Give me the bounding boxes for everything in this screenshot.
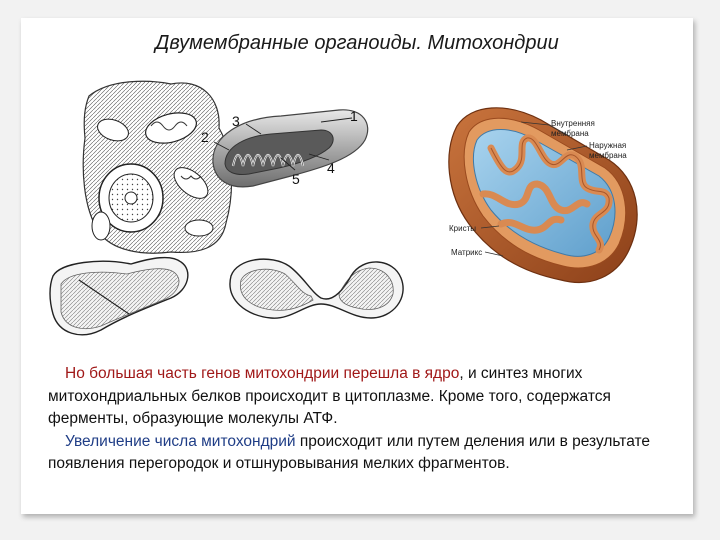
paragraph-division-rest: происходит или путем деления или в результате появления перегородок и отшнуровывания мелких фрагментов. (48, 432, 651, 472)
cell-micrograph-drawing (83, 81, 231, 253)
figure-label-5: 5 (292, 171, 300, 187)
dividing-mitochondrion-2 (230, 259, 403, 318)
figure-label-2: 2 (201, 129, 209, 145)
label-inner-membrane-2: мембрана (551, 129, 589, 138)
label-outer-membrane-2: мембрана (589, 151, 627, 160)
slide (21, 18, 693, 514)
figure-area (21, 18, 693, 358)
body-text (48, 363, 684, 476)
paragraph-division (48, 431, 684, 476)
highlight-division: Увеличение числа митохондрий (65, 432, 296, 450)
paragraph-genes-rest: , и синтез многих митохондриальных белков происходит в цитоплазме. Кроме того, содержатся ферменты, образующие молекулы АТФ. (48, 365, 611, 427)
figure-label-3: 3 (232, 113, 240, 129)
dividing-mitochondrion-1 (50, 258, 188, 335)
label-outer-membrane-1: Наружная (589, 141, 627, 150)
figure-label-4: 4 (327, 160, 335, 176)
slide-title: Двумембранные органоиды. Митохондрии (155, 32, 559, 54)
highlight-genes: Но большая часть генов митохондрии перешла в ядро (65, 365, 460, 382)
label-inner-membrane-1: Внутренняя (551, 119, 595, 128)
figure-label-1: 1 (350, 108, 358, 124)
label-cristae: Кристы (449, 224, 476, 233)
label-matrix: Матрикс (451, 248, 483, 257)
paragraph-genes (48, 363, 684, 431)
